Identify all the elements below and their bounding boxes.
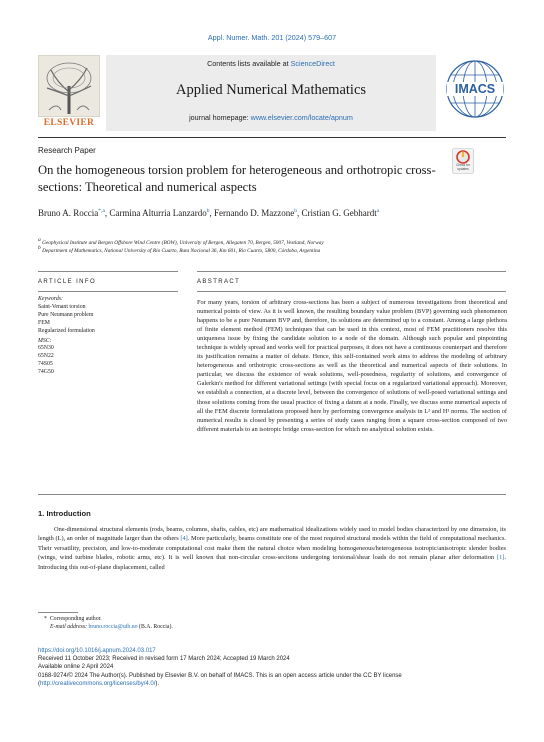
homepage-link[interactable]: www.elsevier.com/locate/apnum	[250, 113, 353, 122]
citation-link[interactable]: [4]	[180, 535, 188, 543]
msc-code: 74G50	[38, 369, 54, 376]
elsevier-logo[interactable]	[38, 55, 100, 131]
introduction-paragraph: One-dimensional structural elements (rods, beams, columns, shafts, cables, etc) are mathematical idealizations widely used to model bodies characterized by one dimension, its length (L), an order of magnitude larger than the others [4]. More particularly, beams constitute one of the most required structural models within the field of computational mechanics. Their versatility, precision, and low-to-moderate computational cost make them the natural choice when modeling homogeneous/heterogeneous isotropic/anisotropic slender bodies (wings, wind turbine blades, robotic arms, etc). It is well known that non-circular cross-sections undergoing torsional/shear loads do not remain planar after deformation [1]. Introducing this out-of-plane displacement, called	[38, 526, 507, 571]
msc-code: 65N30	[38, 345, 54, 352]
masthead-banner	[106, 55, 436, 131]
crossmark-label: Check for updates	[456, 163, 470, 171]
doi-link[interactable]: https://doi.org/10.1016/j.apnum.2024.03.017	[38, 648, 156, 654]
abstract-text: For many years, torsion of arbitrary cross-sections has been a subject of numerous investigations from theoretical and numerical points of view. As it is well known, the resulting boundary value problem (BVP) governing such phenomenon happens to be a pure Neumann BVP and, therefore, its solutions are determined up to a constant. Among a large plethora of finite element method (FEM) techniques that can be used in this context, most of FEM practitioners resolve this uniqueness issue by fixing the candidate solution to a node of the domain. Although such popular and pinpointing technique is widely spread and works well for practical purposes, it does not have a continuous counterpart and therefore its justification remains a matter of debate. Hence, this self-contained work aims to address the modeling of arbitrary heterogeneous and orthotropic cross-sections as well as the theoretical and numerical aspects of their solutions. In particular, we discuss the existence of weak solutions, well-posedness, regularity of solutions, and convergence of Galerkin's method for different variational settings (with special focus on a regularized variational approach). Moreover, we establish a connection, at a discrete level, between the convergence of solutions of well-posed variational settings and those solutions coming from the usual practice of fixing a datum at a node. Finally, we discuss some numerical aspects of all the FEM discrete formulations proposed here by performing convergence analysis in L² and H¹ norms. The section of numerical results is closed by presenting a series of study cases ranging from a square cross-section composed of two different materials to an isotropic bridge cross-section for which no analytical solution exists.	[197, 299, 507, 433]
article-type: Research Paper	[38, 146, 96, 155]
email-note: E-mail address: bruno.roccia@uib.no (B.A. Roccia).	[50, 624, 173, 630]
keywords-label: Keywords:	[38, 296, 63, 302]
homepage-line: journal homepage: www.elsevier.com/locate/apnum	[189, 113, 353, 122]
received-dates: Received 11 October 2023; Received in revised form 17 March 2024; Accepted 19 March 2024	[38, 656, 290, 663]
abstract-heading: ABSTRACT	[197, 279, 241, 285]
elsevier-wordmark: ELSEVIER	[43, 118, 95, 128]
msc-label: MSC:	[38, 337, 52, 344]
imacs-logo[interactable]	[444, 55, 506, 131]
msc-code: 65N22	[38, 353, 54, 360]
crossmark-badge[interactable]	[452, 148, 474, 174]
keyword: FEM	[38, 319, 50, 326]
contents-line: Contents lists available at ScienceDirect	[207, 59, 335, 68]
journal-reference[interactable]: Appl. Numer. Math. 201 (2024) 579–607	[207, 33, 337, 42]
article-info-top-rule	[38, 271, 178, 272]
msc-code: 74S05	[38, 361, 53, 368]
sciencedirect-link[interactable]: ScienceDirect	[290, 59, 335, 68]
journal-title: Applied Numerical Mathematics	[175, 82, 367, 98]
paper-title: On the homogeneous torsion problem for heterogeneous and orthotropic cross-sections: Theoretical and numerical aspects	[38, 163, 436, 194]
imacs-wordmark: IMACS	[454, 82, 496, 96]
author-2[interactable]: Carmina Alturria Lanzardo$^b$	[109, 208, 210, 218]
masthead-rule	[38, 137, 506, 138]
citation-link[interactable]: [1]	[497, 554, 505, 562]
keyword: Regularized formulation	[38, 327, 95, 334]
author-3[interactable]: Fernando D. Mazzone$^b$	[214, 208, 298, 218]
author-1[interactable]: Bruno A. Roccia$^{*,a}$	[38, 208, 105, 218]
author-4[interactable]: Cristian G. Gebhardt$^a$	[301, 208, 380, 218]
online-date: Available online 2 April 2024	[38, 664, 114, 671]
corresponding-author-note: * Corresponding author.	[44, 616, 102, 622]
publication-info	[38, 647, 506, 688]
keyword: Pure Neumann problem	[38, 311, 94, 318]
article-info-rule	[38, 291, 178, 292]
keyword: Saint-Venant torsion	[38, 303, 86, 310]
elsevier-tree-icon	[38, 55, 100, 117]
abstract-rule	[197, 291, 506, 292]
license-text: 0168-9274/© 2024 The Author(s). Published by Elsevier B.V. on behalf of IMACS. This is an open access article under the CC BY license (http://creativecommons.org/licenses/by/4.0/).	[38, 672, 402, 687]
license-link[interactable]: http://creativecommons.org/licenses/by/4.0/	[40, 680, 156, 687]
article-info-heading: ARTICLE INFO	[38, 279, 97, 285]
affiliation-a: $^a$ Geophysical Institute and Bergen Offshore Wind Centre (BOW), University of Bergen, Allegaten 70, Bergen, 5007, Vestland, Norway	[38, 237, 324, 246]
footnote-rule	[38, 612, 78, 613]
introduction-heading: 1. Introduction	[38, 509, 91, 518]
affiliation-b: $^b$ Department of Mathematics, National University of Rio Cuarto, Ruta Nacional 36, Km 601, Rio Cuarto, 5800, Córdoba, Argentina	[38, 245, 321, 254]
abstract-bottom-rule	[38, 494, 506, 495]
masthead	[38, 55, 506, 135]
email-link[interactable]: bruno.roccia@uib.no	[88, 624, 138, 630]
abstract-top-rule	[197, 271, 506, 272]
author-list: Bruno A. Roccia$^{*,a}$, Carmina Alturria Lanzardo$^b$, Fernando D. Mazzone$^b$, Cristian G. Gebhardt$^a$	[38, 208, 380, 218]
article-info	[38, 296, 178, 377]
